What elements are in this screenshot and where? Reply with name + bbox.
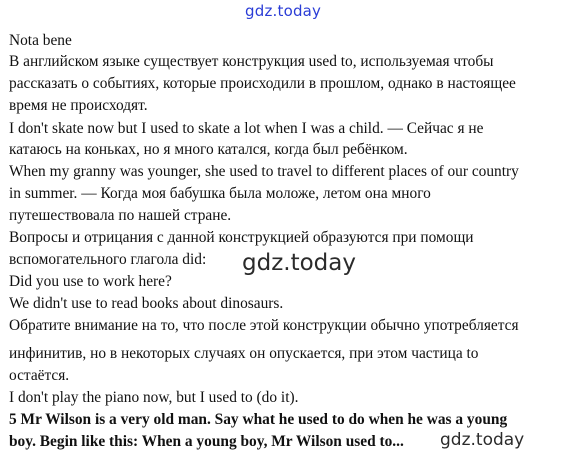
example-line: путешествовала по нашей стране.: [9, 207, 232, 224]
text-line: инфинитив, но в некоторых случаях он опускается, при этом частица to: [9, 345, 479, 362]
text-line: Вопросы и отрицания с данной конструкцией образуются при помощи: [9, 229, 474, 246]
bottom-watermark: gdz.today: [440, 430, 525, 450]
text-line: остаётся.: [9, 367, 70, 384]
example-line: We didn't use to read books about dinosaurs.: [9, 295, 284, 312]
text-line: Обратите внимание на то, что после этой конструкции обычно употребляется: [9, 317, 519, 334]
nota-bene-heading: Nota bene: [9, 32, 72, 49]
example-line: катаюсь на коньках, но я много катался, когда был ребёнком.: [9, 141, 408, 158]
middle-watermark: gdz.today: [242, 250, 356, 276]
text-line: В английском языке существует конструкция used to, используемая чтобы: [9, 53, 494, 70]
top-watermark: gdz.today: [245, 2, 322, 20]
example-line: When my granny was younger, she used to travel to different places of our country: [9, 163, 519, 180]
text-line: время не происходят.: [9, 97, 148, 114]
text-line: вспомогательного глагола did:: [9, 251, 207, 268]
example-line: I don't play the piano now, but I used to (do it).: [9, 389, 299, 406]
example-line: I don't skate now but I used to skate a lot when I was a child. — Сейчас я не: [9, 120, 484, 137]
exercise-instruction: 5 Mr Wilson is a very old man. Say what he used to do when he was a young: [9, 411, 508, 428]
text-line: рассказать о событиях, которые происходили в прошлом, однако в настоящее: [9, 75, 516, 92]
exercise-instruction: boy. Begin like this: When a young boy, Mr Wilson used to...: [9, 433, 404, 450]
example-line: in summer. — Когда моя бабушка была моложе, летом она много: [9, 185, 431, 202]
example-line: Did you use to work here?: [9, 273, 172, 290]
